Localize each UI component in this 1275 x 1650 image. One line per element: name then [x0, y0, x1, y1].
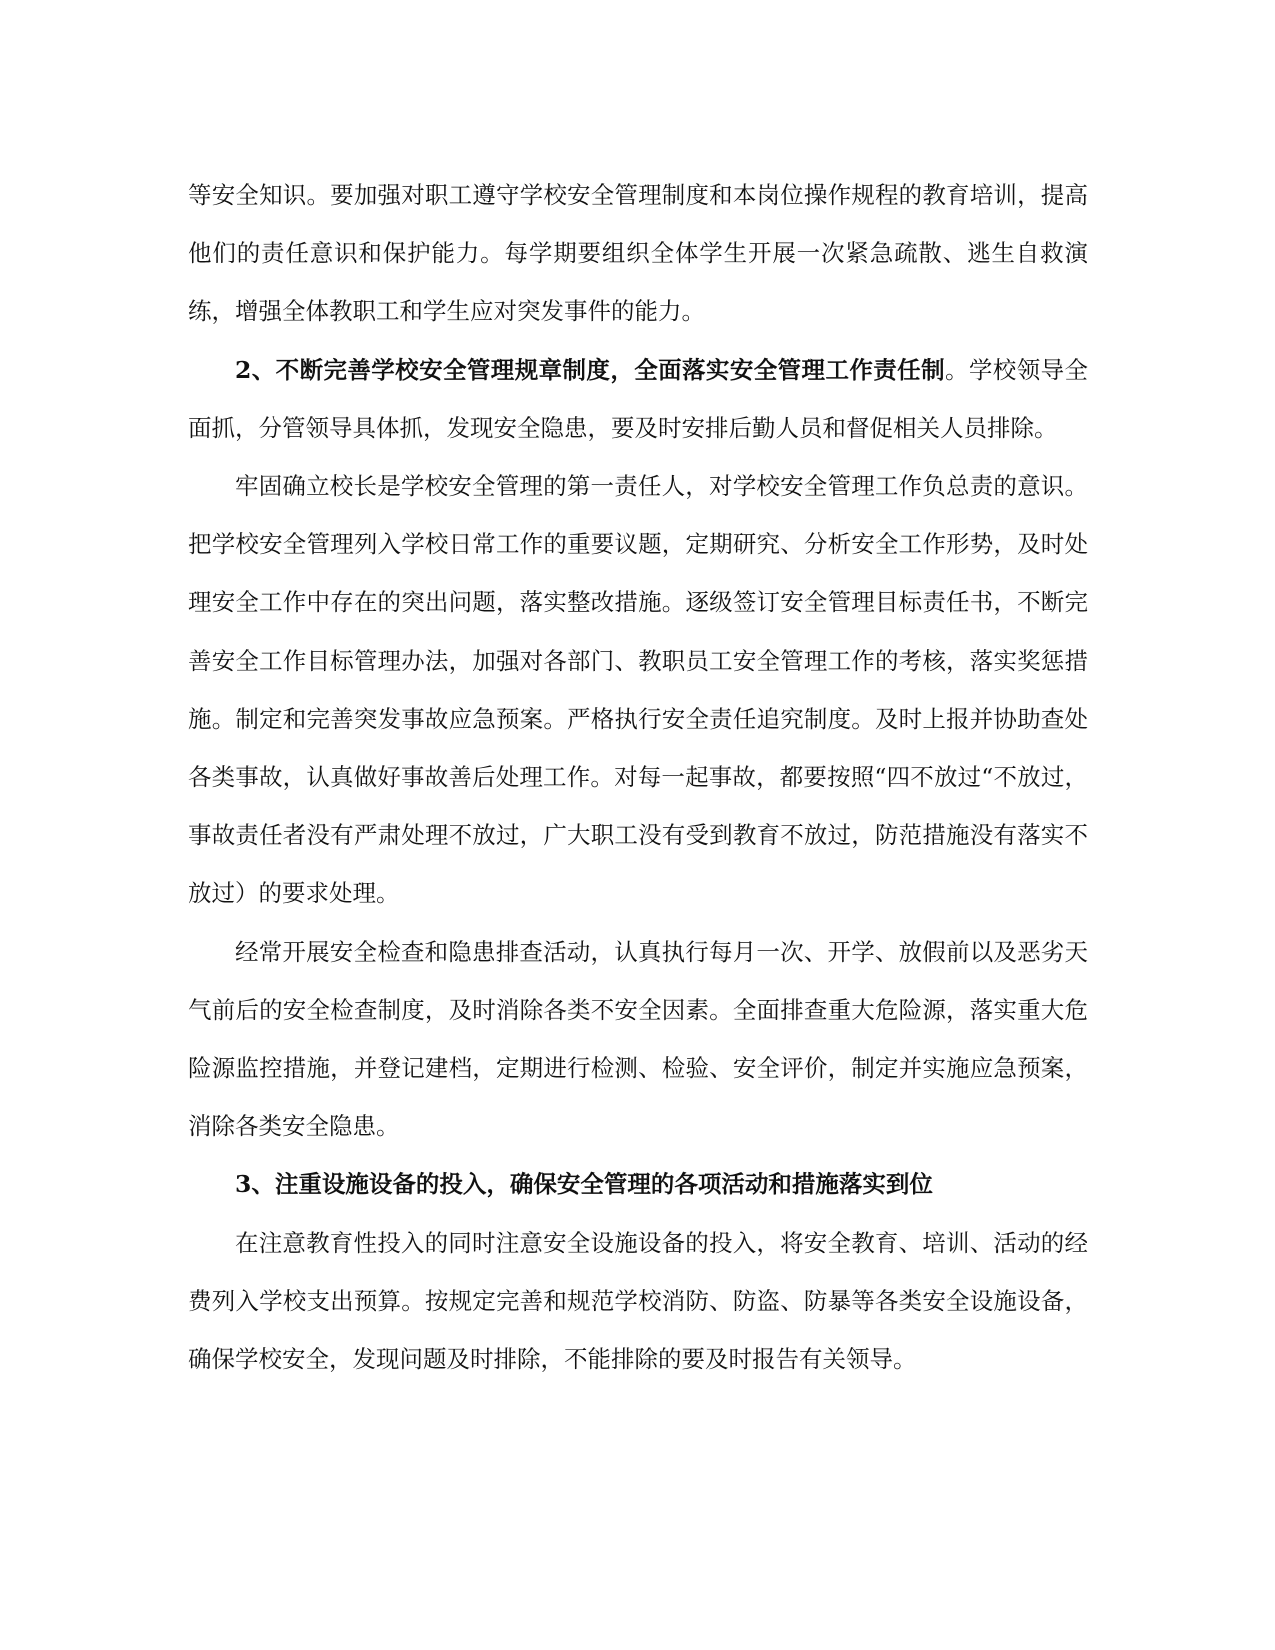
paragraph-section-3 [188, 1155, 1088, 1213]
paragraph-responsibility [188, 457, 1088, 923]
paragraph-section-2 [188, 341, 1088, 457]
paragraph-text: 牢固确立校长是学校安全管理的第一责任人，对学校安全管理工作负总责的意识。把学校安全管理列入学校日常工作的重要议题，定期研究、分析安全工作形势，及时处理安全工作中存在的突出问题，落实整改措施。逐级签订安全管理目标责任书，不断完善安全工作目标管理办法，加强对各部门、教职员工安全管理工作的考核，落实奖惩措施。制定和完善突发事故应急预案。严格执行安全责任追究制度。及时上报并协助查处各类事故，认真做好事故善后处理工作。对每一起事故，都要按照“四不放过“不放过，事故责任者没有严肃处理不放过，广大职工没有受到教育不放过，防范措施没有落实不放过）的要求处理。 [188, 472, 1088, 908]
paragraph-investment [188, 1214, 1088, 1389]
paragraph-text: 。学校领导全面抓，分管领导具体抓，发现安全隐患，要及时安排后勤人员和督促相关人员排除。 [188, 355, 1089, 442]
document-body [188, 166, 1088, 1388]
paragraph-text: 在注意教育性投入的同时注意安全设施设备的投入，将安全教育、培训、活动的经费列入学校支出预算。按规定完善和规范学校消防、防盗、防暴等各类安全设施设备，确保学校安全，发现问题及时排除，不能排除的要及时报告有关领导。 [188, 1228, 1088, 1374]
paragraph-continuation [188, 166, 1088, 341]
section-2-heading: 2、不断完善学校安全管理规章制度，全面落实安全管理工作责任制 [235, 355, 945, 384]
paragraph-inspection [188, 923, 1088, 1156]
paragraph-text: 等安全知识。要加强对职工遵守学校安全管理制度和本岗位操作规程的教育培训，提高他们的责任意识和保护能力。每学期要组织全体学生开展一次紧急疏散、逃生自救演练，增强全体教职工和学生应对突发事件的能力。 [188, 181, 1088, 326]
paragraph-text: 经常开展安全检查和隐患排查活动，认真执行每月一次、开学、放假前以及恶劣天气前后的安全检查制度，及时消除各类不安全因素。全面排查重大危险源，落实重大危险源监控措施，并登记建档，定期进行检测、检验、安全评价，制定并实施应急预案，消除各类安全隐患。 [188, 937, 1088, 1141]
section-3-heading: 3、注重设施设备的投入，确保安全管理的各项活动和措施落实到位 [235, 1170, 933, 1199]
